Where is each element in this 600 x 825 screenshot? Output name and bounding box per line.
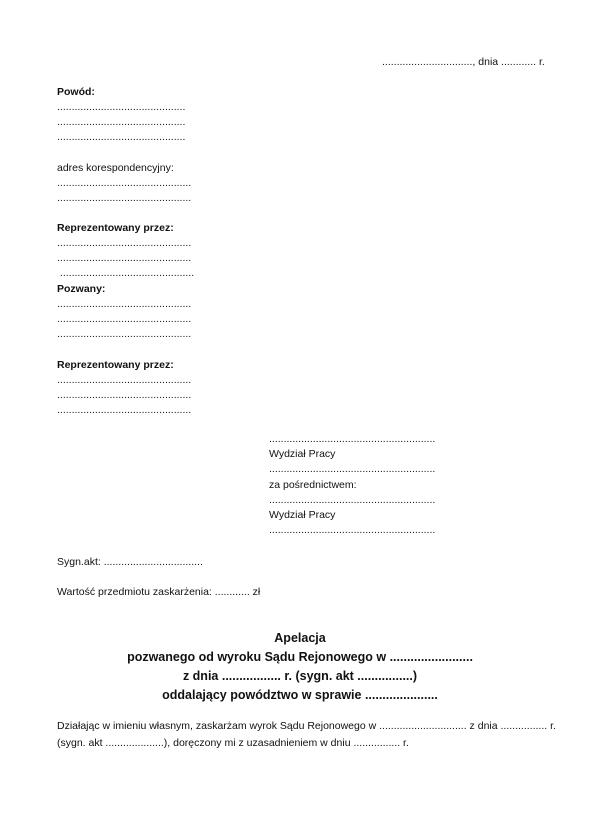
body-line: (sygn. akt ....................), doręczony mi z uzasadnieniem w dniu ................ r. — [57, 737, 409, 749]
title-line: Apelacja — [274, 631, 326, 645]
correspondence-line: .............................................. — [57, 192, 192, 204]
plaintiff-line: ............................................ — [57, 131, 186, 143]
defendant-representative-line: .............................................. — [57, 374, 192, 386]
title-line: z dnia ................. r. (sygn. akt ................) — [182, 669, 418, 683]
via-label: za pośrednictwem: — [269, 479, 357, 491]
plaintiff-label: Powód: — [57, 86, 95, 98]
court-division: Wydział Pracy — [269, 509, 336, 521]
defendant-line: .............................................. — [57, 313, 192, 325]
defendant-line: .............................................. — [57, 328, 192, 340]
place-date-line: ..............................., dnia ............ r. — [382, 56, 545, 68]
plaintiff-line: ............................................ — [57, 116, 186, 128]
plaintiff-line: ............................................ — [57, 101, 186, 113]
defendant-label: Pozwany: — [57, 283, 106, 295]
defendant-representative-label: Reprezentowany przez: — [57, 359, 174, 371]
court-line: ......................................................... — [269, 524, 436, 536]
plaintiff-representative-label: Reprezentowany przez: — [57, 222, 174, 234]
court-line: ......................................................... — [269, 463, 436, 475]
plaintiff-representative-line: .............................................. — [57, 237, 192, 249]
correspondence-line: .............................................. — [57, 177, 192, 189]
case-number: Sygn.akt: .................................. — [57, 556, 203, 568]
defendant-representative-line: .............................................. — [57, 404, 192, 416]
correspondence-address-label: adres korespondencyjny: — [57, 162, 174, 174]
body-line: Działając w imieniu własnym, zaskarżam wyrok Sądu Rejonowego w .............................. z dnia ................ r. — [57, 720, 556, 732]
plaintiff-representative-line: .............................................. — [57, 252, 192, 264]
title-line: pozwanego od wyroku Sądu Rejonowego w ........................ — [127, 650, 473, 664]
title-line: oddalający powództwo w sprawie ..................... — [162, 688, 438, 702]
dispute-value: Wartość przedmiotu zaskarżenia: ............ zł — [57, 586, 261, 598]
court-division: Wydział Pracy — [269, 448, 336, 460]
plaintiff-representative-line: .............................................. — [57, 267, 195, 279]
court-line: ......................................................... — [269, 433, 436, 445]
defendant-line: .............................................. — [57, 298, 192, 310]
court-line: ......................................................... — [269, 494, 436, 506]
defendant-representative-line: .............................................. — [57, 389, 192, 401]
